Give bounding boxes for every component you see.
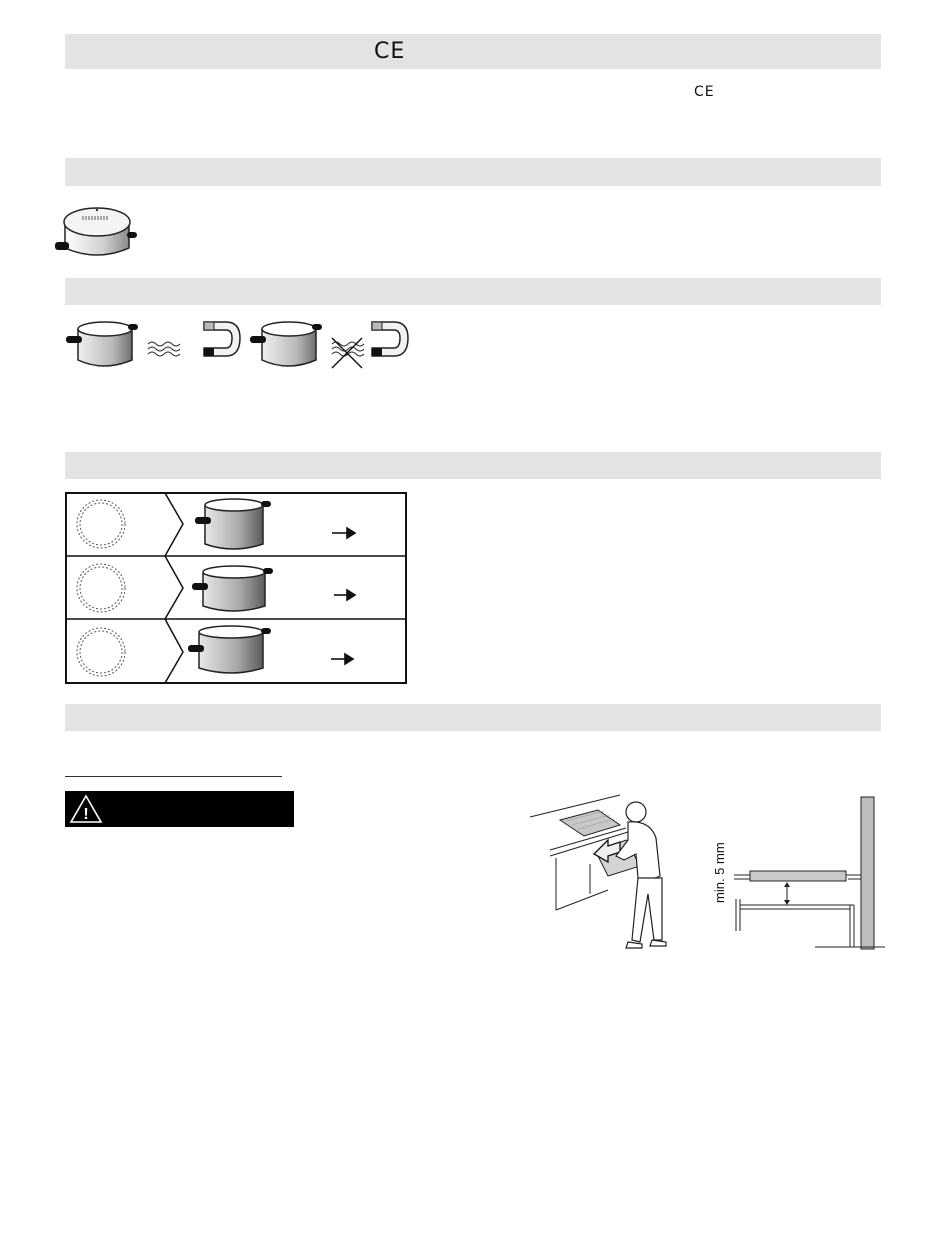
warning-triangle-icon — [69, 794, 103, 824]
magnet-icon — [204, 322, 240, 356]
heat-waves-icon — [148, 342, 180, 356]
section-bar-conformity — [65, 34, 881, 69]
section-bar-installation — [65, 704, 881, 731]
clearance-diagram — [730, 795, 890, 957]
cross-icon — [332, 338, 362, 368]
magnet-icon — [372, 322, 408, 356]
pot-with-hob-icon — [55, 200, 140, 262]
pan-size-table — [65, 492, 407, 685]
pot-icon — [66, 322, 138, 366]
ce-mark-inline: CE — [694, 84, 715, 100]
pot-icon — [250, 322, 322, 366]
installation-illustration — [528, 790, 693, 955]
section-bar-magnet-test — [65, 278, 881, 305]
clearance-label: min. 5 mm — [712, 842, 727, 903]
section-bar-pan-size — [65, 452, 881, 479]
divider — [65, 776, 282, 777]
ce-mark: CE — [374, 39, 406, 64]
svg-text:!: ! — [83, 806, 89, 823]
pot-icon — [195, 499, 271, 549]
section-bar-pan-detection — [65, 158, 881, 186]
magnet-test-illustration — [64, 316, 420, 372]
pot-icon — [188, 626, 271, 673]
pot-icon — [192, 566, 273, 611]
warning-box — [65, 791, 294, 827]
